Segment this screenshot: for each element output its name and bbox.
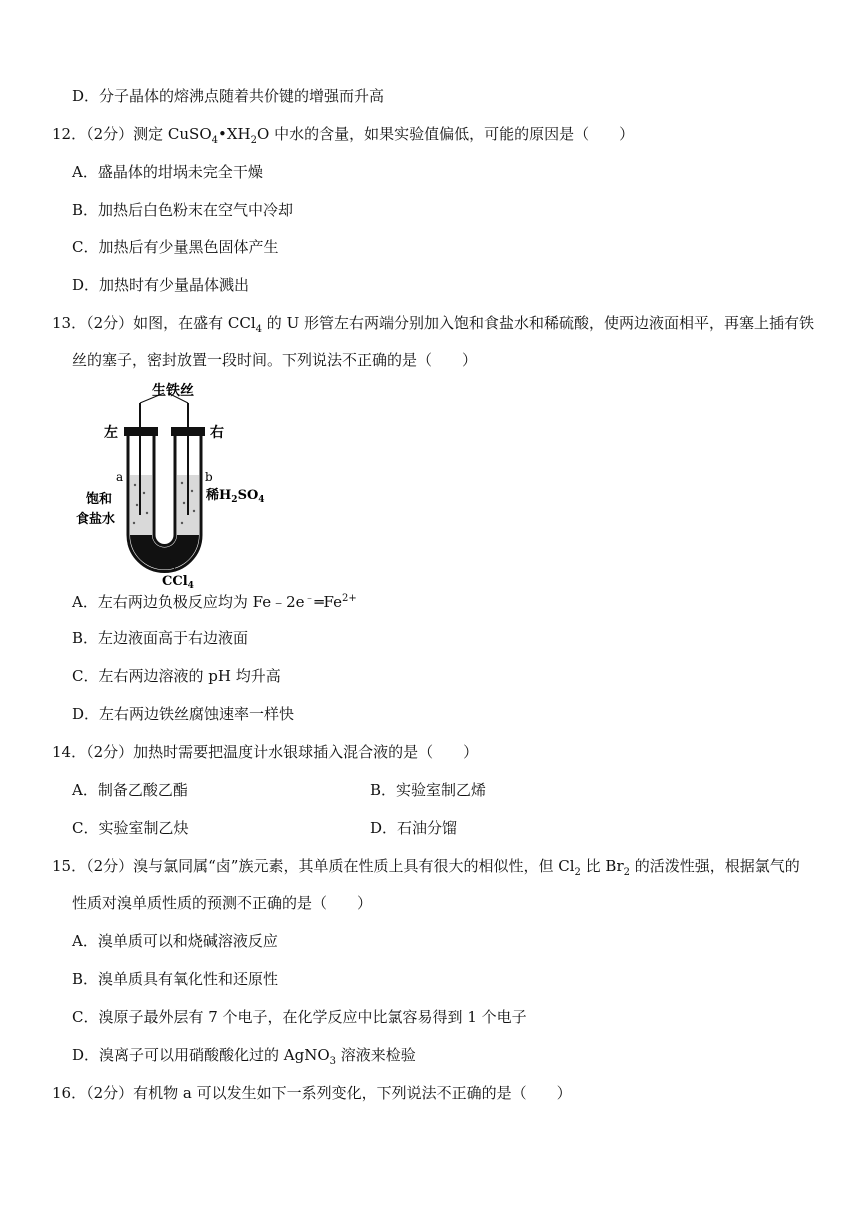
q14-stem: 14．（2分）加热时需要把温度计水银球插入混合液的是（ ） [52,743,479,761]
b-label: b [205,470,213,484]
q14-option-b: B．实验室制乙烯 [370,781,487,799]
superscript: 2+ [342,593,357,604]
subscript: 3 [329,1056,337,1067]
left-liquid-label-1: 饱和 [86,492,113,507]
formula-part: O [256,125,270,143]
q15-option-b: B．溴单质具有氧化性和还原性 [72,970,279,988]
q16-stem: 16．（2分）有机物 a 可以发生如下一系列变化，下列说法不正确的是（ ） [52,1084,572,1102]
q15-option-c: C．溴原子最外层有 7 个电子，在化学反应中比氯容易得到 1 个电子 [72,1008,527,1026]
superscript: ﹣ [304,593,315,604]
left-label: 左 [104,425,118,441]
q13-text: 13．（2分）如图，在盛有 CCl [52,314,256,332]
q11-option-d: D．分子晶体的熔沸点随着共价键的增强而升高 [72,87,385,105]
q14-option-a: A．制备乙酸乙酯 [72,781,188,799]
q12-option-a: A．盛晶体的坩埚未完全干燥 [72,163,263,181]
q13-stem-line2: 丝的塞子，密封放置一段时间。下列说法不正确的是（ ） [72,351,478,369]
q13-stem-line1 [52,313,814,333]
q13-option-c: C．左右两边溶液的 pH 均升高 [72,667,281,685]
q15-stem-line1 [52,856,800,876]
option-text: A．左右两边负极反应均为 Fe﹣2e [72,593,305,611]
q15-text: 15．（2分）溴与氯同属“卤”族元素，其单质在性质上具有很大的相似性，但 Cl [52,857,575,875]
q13-option-b: B．左边液面高于右边液面 [72,629,249,647]
q15-option-d [72,1045,416,1065]
q12-stem [52,124,634,144]
q12-option-d: D．加热时有少量晶体溅出 [72,276,250,294]
right-liquid-label: 稀$H_2SO_4$ [206,488,265,505]
u-tube-inner [154,435,175,545]
q12-stem-text: 12．（2分）测定 [52,125,168,143]
q14-option-c: C．实验室制乙炔 [72,819,189,837]
option-text: 溶液来检验 [336,1046,416,1064]
q15-text: 比 Br [580,857,624,875]
subscript: 2 [574,867,581,878]
right-label: 右 [210,425,224,441]
formula-part: •XH [218,125,251,143]
formula-part: CuSO [167,125,212,143]
q15-text: 的活泼性强，根据氯气的 [630,857,800,875]
q15-option-a: A．溴单质可以和烧碱溶液反应 [72,932,278,950]
q13-option-d: D．左右两边铁丝腐蚀速率一样快 [72,705,295,723]
q14-option-d: D．石油分馏 [370,819,458,837]
left-liquid-label-2: 食盐水 [76,512,116,527]
subscript: 2 [623,867,630,878]
q12-stem-rest: 中水的含量，如果实验值偏低，可能的原因是（ ） [269,125,635,143]
subscript: 4 [211,135,218,146]
top-label: 生铁丝 [152,383,194,399]
subscript: 4 [255,324,263,335]
q12-option-c: C．加热后有少量黑色固体产生 [72,238,279,256]
q12-option-b: B．加热后白色粉末在空气中冷却 [72,201,294,219]
subscript: 2 [250,135,257,146]
q13-text: 的 U 形管左右两端分别加入饱和食盐水和稀硫酸，使两边液面相平，再塞上插有铁 [262,314,814,332]
option-text: ═Fe [314,593,342,611]
option-text: D．溴离子可以用硝酸酸化过的 AgNO [72,1046,330,1064]
a-label: a [116,470,124,484]
bottom-label: CCl$_4$ [162,574,194,591]
q15-stem-line2: 性质对溴单质性质的预测不正确的是（ ） [72,894,373,912]
q13-option-a [72,592,357,612]
u-tube-diagram [72,383,292,591]
